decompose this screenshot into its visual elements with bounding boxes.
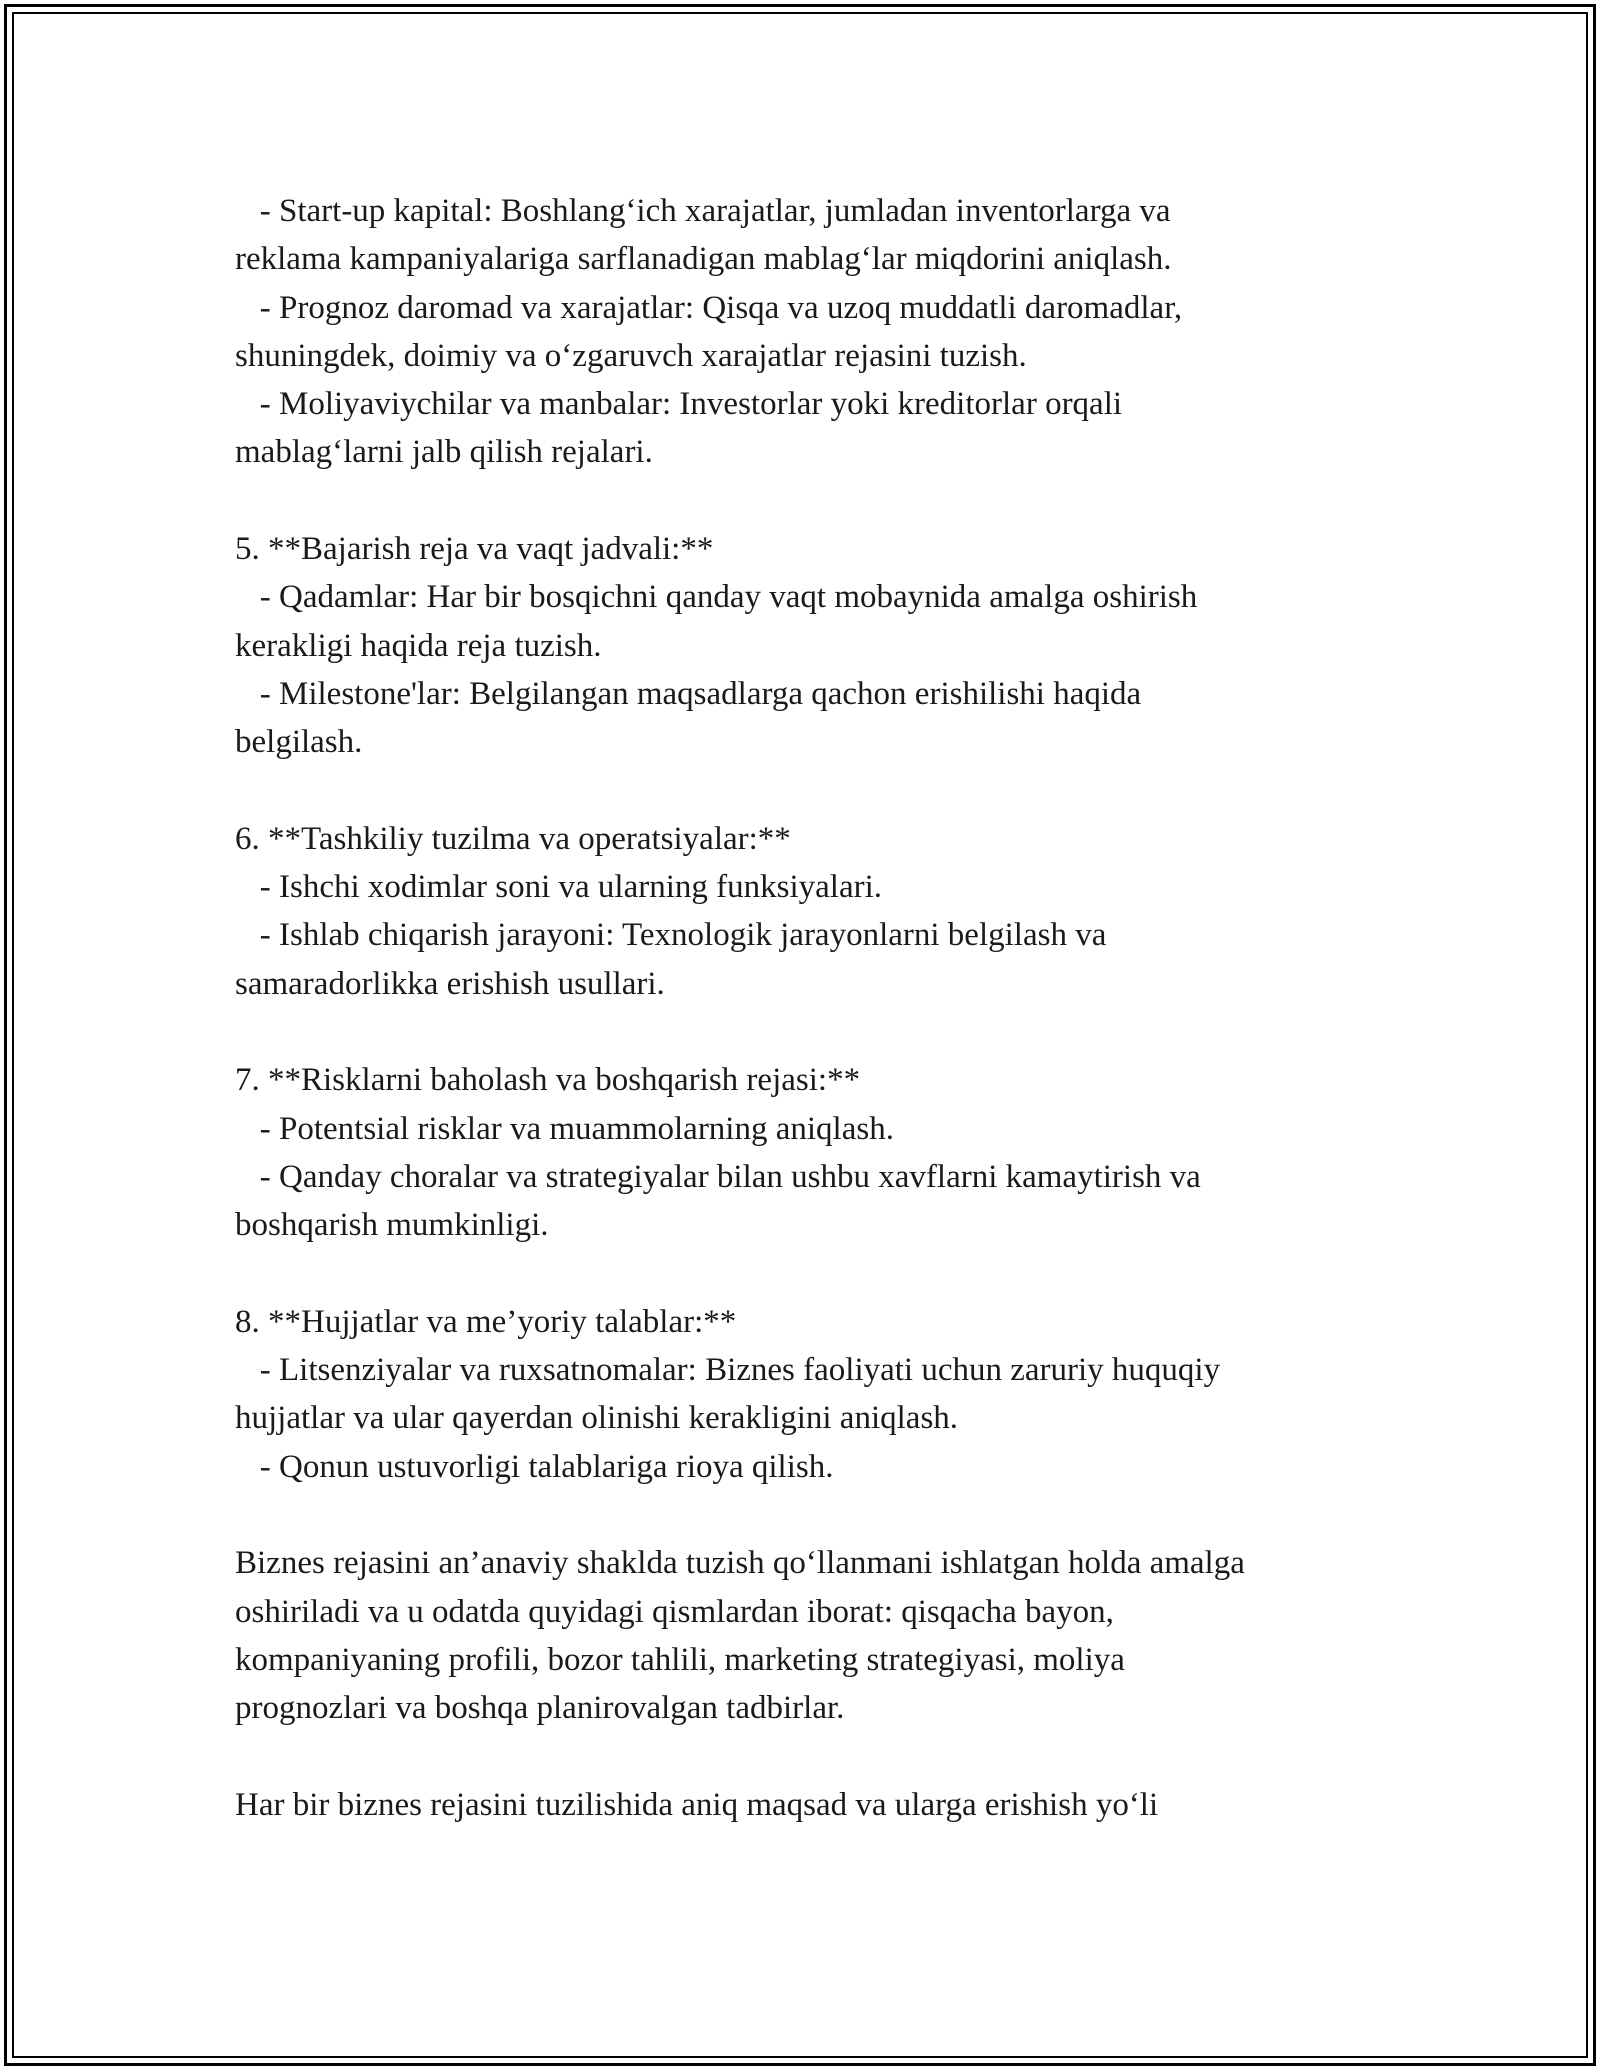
text-line: - Litsenziyalar va ruxsatnomalar: Biznes faoliyati uchun zaruriy huquqiy xyxy=(235,1352,1221,1389)
text-line: - Ishlab chiqarish jarayoni: Texnologik jarayonlarni belgilash va xyxy=(235,917,1107,954)
text-line: kompaniyaning profili, bozor tahlili, marketing strategiyasi, moliya xyxy=(235,1641,1125,1678)
paragraph-gap xyxy=(235,477,1415,525)
text-line: - Qonun ustuvorligi talablariga rioya qilish. xyxy=(235,1448,834,1485)
text-line: Biznes rejasini an’anaviy shaklda tuzish qo‘llanmani ishlatgan holda amalga xyxy=(235,1545,1245,1582)
text-line: hujjatlar va ular qayerdan olinishi kerakligini aniqlash. xyxy=(235,1400,959,1437)
text-line: - Start-up kapital: Boshlang‘ich xarajatlar, jumladan inventorlarga va xyxy=(235,193,1171,229)
text-line: shuningdek, doimiy va o‘zgaruvch xarajatlar rejasini tuzish. xyxy=(235,337,1027,374)
text-line: - Qanday choralar va strategiyalar bilan ushbu xavflarni kamaytirish va xyxy=(235,1158,1201,1195)
section-heading: 7. **Risklarni baholash va boshqarish rejasi:** xyxy=(235,1062,861,1099)
text-line: samaradorlikka erishish usullari. xyxy=(235,965,665,1002)
document-body xyxy=(235,187,1415,1829)
paragraph-gap xyxy=(235,767,1415,815)
paragraph-gap xyxy=(235,1008,1415,1056)
text-line: reklama kampaniyalariga sarflanadigan mablag‘lar miqdorini aniqlash. xyxy=(235,241,1172,278)
paragraph-gap xyxy=(235,1250,1415,1298)
section-heading: 5. **Bajarish reja va vaqt jadvali:** xyxy=(235,531,714,568)
text-line: - Qadamlar: Har bir bosqichni qanday vaqt mobaynida amalga oshirish xyxy=(235,579,1198,616)
text-line: Har bir biznes rejasini tuzilishida aniq maqsad va ularga erishish yo‘li xyxy=(235,1786,1159,1823)
text-line: kerakligi haqida reja tuzish. xyxy=(235,627,602,664)
paragraph-gap xyxy=(235,1733,1415,1781)
text-line: boshqarish mumkinligi. xyxy=(235,1207,549,1244)
text-line: belgilash. xyxy=(235,724,363,761)
text-line: oshiriladi va u odatda quyidagi qismlardan iborat: qisqacha bayon, xyxy=(235,1593,1114,1630)
text-line: - Potentsial risklar va muammolarning aniqlash. xyxy=(235,1110,894,1147)
section-heading: 8. **Hujjatlar va me’yoriy talablar:** xyxy=(235,1303,737,1340)
text-line: - Moliyaviychilar va manbalar: Investorlar yoki kreditorlar orqali xyxy=(235,386,1123,423)
text-line: prognozlari va boshqa planirovalgan tadbirlar. xyxy=(235,1690,845,1727)
text-line: - Ishchi xodimlar soni va ularning funksiyalari. xyxy=(235,869,883,906)
paragraph-gap xyxy=(235,1491,1415,1539)
section-heading: 6. **Tashkiliy tuzilma va operatsiyalar:** xyxy=(235,820,791,857)
text-line: - Prognoz daromad va xarajatlar: Qisqa va uzoq muddatli daromadlar, xyxy=(235,289,1183,326)
text-line: mablag‘larni jalb qilish rejalari. xyxy=(235,434,653,471)
text-line: - Milestone'lar: Belgilangan maqsadlarga qachon erishilishi haqida xyxy=(235,675,1142,712)
